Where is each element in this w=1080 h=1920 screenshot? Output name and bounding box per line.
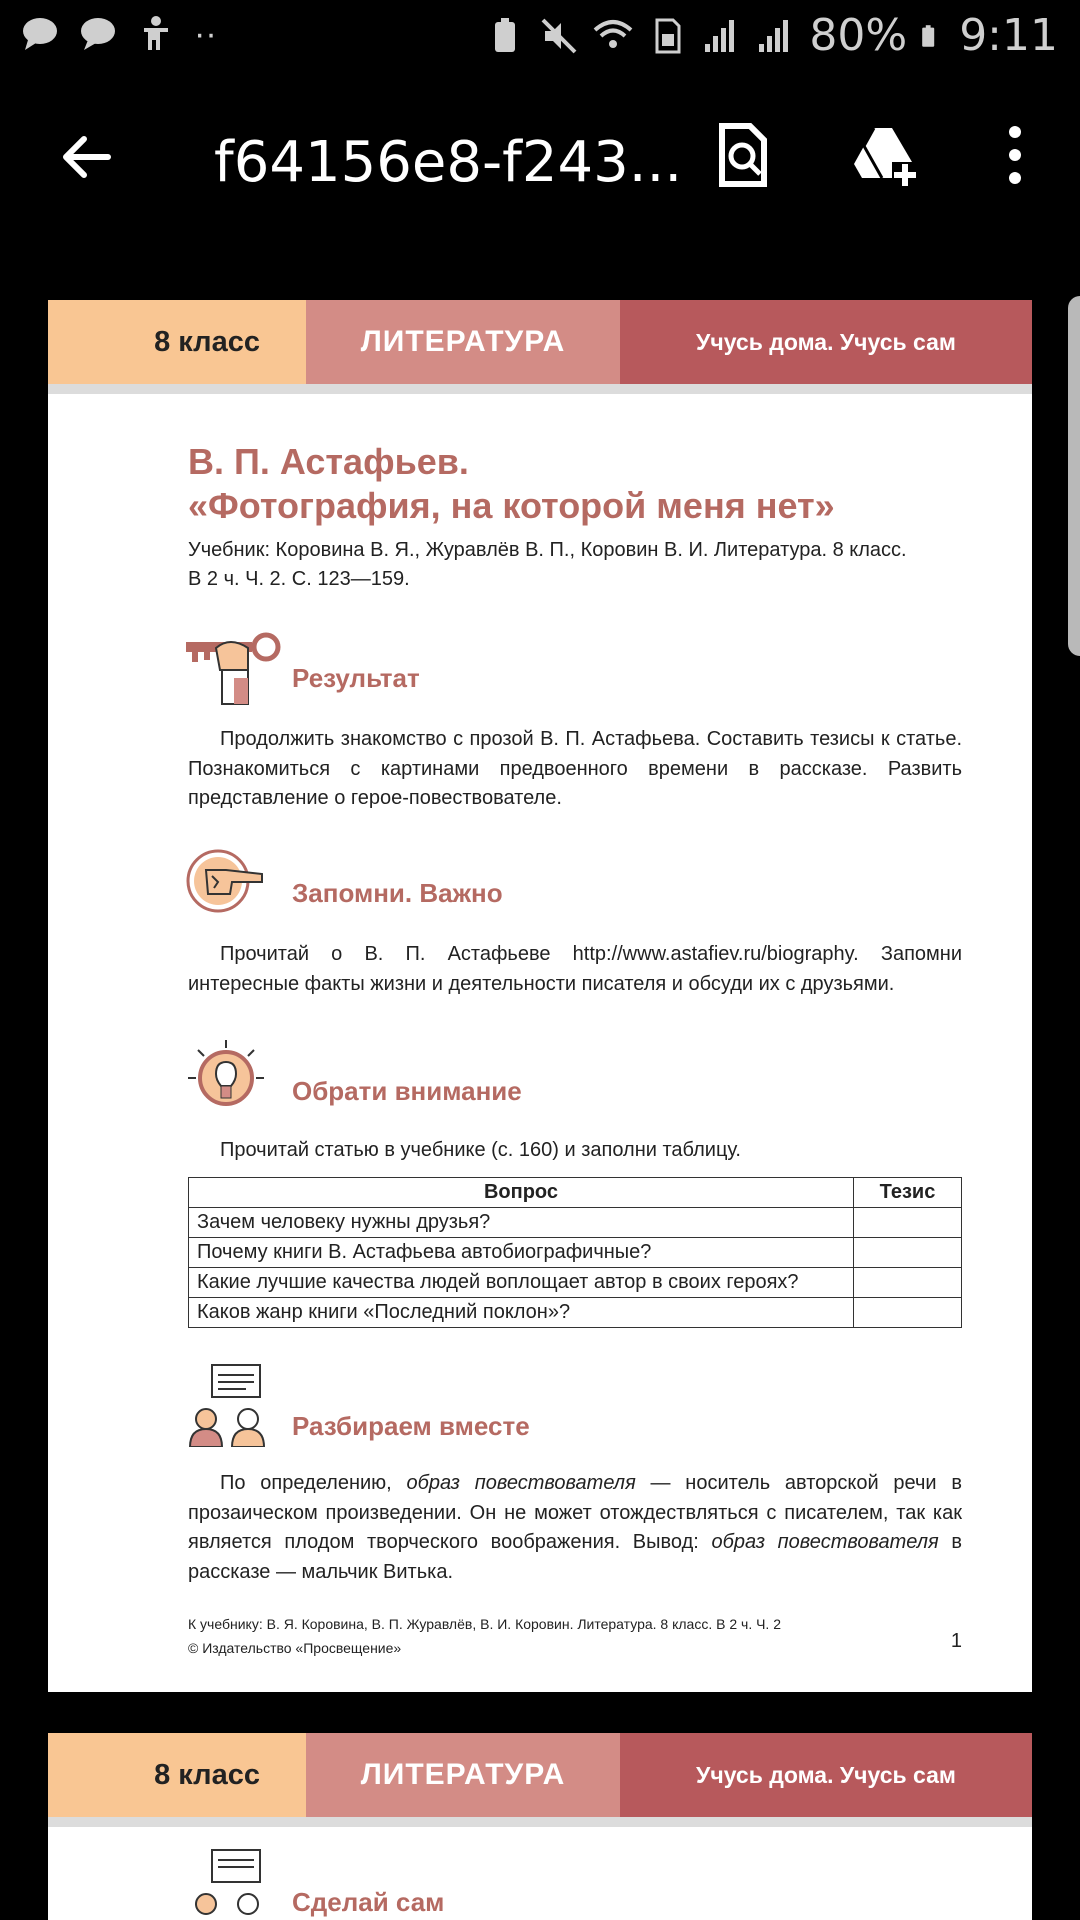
header-divider — [48, 384, 1032, 394]
section-together-title: Разбираем вместе — [292, 1411, 530, 1441]
section-attention-title: Обрати внимание — [292, 1076, 522, 1106]
search-document-icon[interactable] — [708, 120, 778, 190]
page-number: 1 — [950, 1630, 962, 1652]
status-bar — [0, 0, 1080, 72]
signal-icon-2 — [755, 16, 795, 56]
signal-icon — [701, 16, 741, 56]
question-cell: Зачем человеку нужны друзья? — [189, 1208, 854, 1238]
scrollbar-thumb[interactable] — [1068, 296, 1080, 656]
title-block — [188, 440, 962, 594]
section-result-text: Продолжить знакомство с прозой В. П. Астафьева. Составить тезисы к статье. Познакомиться с картинами предвоенного времени в рассказе. Развить представление о герое-повествователе. — [188, 728, 962, 809]
footer-textbook: К учебнику: В. Я. Коровина, В. П. Журавлёв, В. И. Коровин. Литература. 8 класс. В 2 ч. Ч. 2 — [188, 1616, 781, 1632]
column-header-question: Вопрос — [189, 1178, 854, 1208]
grade-label: 8 класс — [48, 1733, 306, 1817]
pointing-hand-icon — [186, 848, 266, 914]
table-row — [189, 1298, 962, 1328]
lightbulb-icon — [186, 1038, 268, 1120]
section-together-text: По определению, образ повествователя — носитель авторской речи в прозаическом произведении. Он не может отождествляться с писателем, так как является плодом творческого воображения. Вывод: образ повествователя в рассказе — мальчик Витька. — [188, 1472, 962, 1583]
more-options-icon[interactable] — [1000, 120, 1030, 190]
back-arrow-icon[interactable] — [56, 127, 116, 187]
chat-icon — [78, 14, 118, 54]
table-row — [189, 1268, 962, 1298]
textbook-line-1: Учебник: Коровина В. Я., Журавлёв В. П., Коровин В. И. Литература. 8 класс. — [188, 539, 907, 561]
page-title-line-2: «Фотография, на которой меня нет» — [188, 485, 835, 526]
page-header — [48, 1733, 1032, 1817]
accessibility-icon — [136, 14, 176, 54]
message-icon — [20, 14, 60, 54]
footer-publisher: © Издательство «Просвещение» — [188, 1640, 402, 1656]
question-cell: Почему книги В. Астафьева автобиографичные? — [189, 1238, 854, 1268]
textbook-line-2: В 2 ч. Ч. 2. С. 123—159. — [188, 568, 410, 590]
thesis-cell — [854, 1298, 962, 1328]
battery-saver-icon — [485, 16, 525, 56]
page-title-line-1: В. П. Астафьев. — [188, 441, 469, 482]
question-cell: Каков жанр книги «Последний поклон»? — [189, 1298, 854, 1328]
grade-label: 8 класс — [48, 300, 306, 384]
battery-icon — [921, 16, 945, 56]
thesis-cell — [854, 1238, 962, 1268]
more-notifications: ·· — [194, 14, 217, 53]
sim-icon — [647, 16, 687, 56]
section-do-yourself-title: Сделай сам — [292, 1887, 445, 1917]
table-row — [189, 1238, 962, 1268]
key-hand-icon — [186, 630, 286, 706]
slogan-label: Учусь дома. Учусь сам — [620, 300, 1032, 384]
section-attention-text: Прочитай статью в учебнике (с. 160) и заполни таблицу. — [220, 1139, 741, 1161]
header-divider — [48, 1817, 1032, 1827]
thesis-cell — [854, 1268, 962, 1298]
wifi-icon — [593, 16, 633, 56]
battery-percent: 80% — [809, 10, 908, 61]
subject-label: ЛИТЕРАТУРА — [306, 300, 620, 384]
add-to-drive-icon[interactable] — [852, 120, 922, 190]
app-bar — [0, 72, 1080, 242]
document-page-1 — [48, 300, 1032, 1692]
page-header — [48, 300, 1032, 384]
document-page-2 — [48, 1733, 1032, 1920]
thesis-cell — [854, 1208, 962, 1238]
table-header-row — [189, 1178, 962, 1208]
table-row — [189, 1208, 962, 1238]
questions-table — [188, 1177, 962, 1328]
section-result-title: Результат — [292, 663, 420, 693]
section-remember-title: Запомни. Важно — [292, 878, 503, 908]
discussion-icon — [186, 1848, 272, 1920]
document-title: f64156e8-f243... — [214, 130, 683, 195]
section-remember-text: Прочитай о В. П. Астафьеве http://www.astafiev.ru/biography. Запомни интересные факты жизни и деятельности писателя и обсуди их с друзьями. — [188, 943, 962, 995]
slogan-label: Учусь дома. Учусь сам — [620, 1733, 1032, 1817]
clock: 9:11 — [959, 10, 1058, 61]
column-header-thesis: Тезис — [854, 1178, 962, 1208]
question-cell: Какие лучшие качества людей воплощает автор в своих героях? — [189, 1268, 854, 1298]
discussion-icon — [186, 1363, 272, 1447]
mute-icon — [539, 16, 579, 56]
subject-label: ЛИТЕРАТУРА — [306, 1733, 620, 1817]
